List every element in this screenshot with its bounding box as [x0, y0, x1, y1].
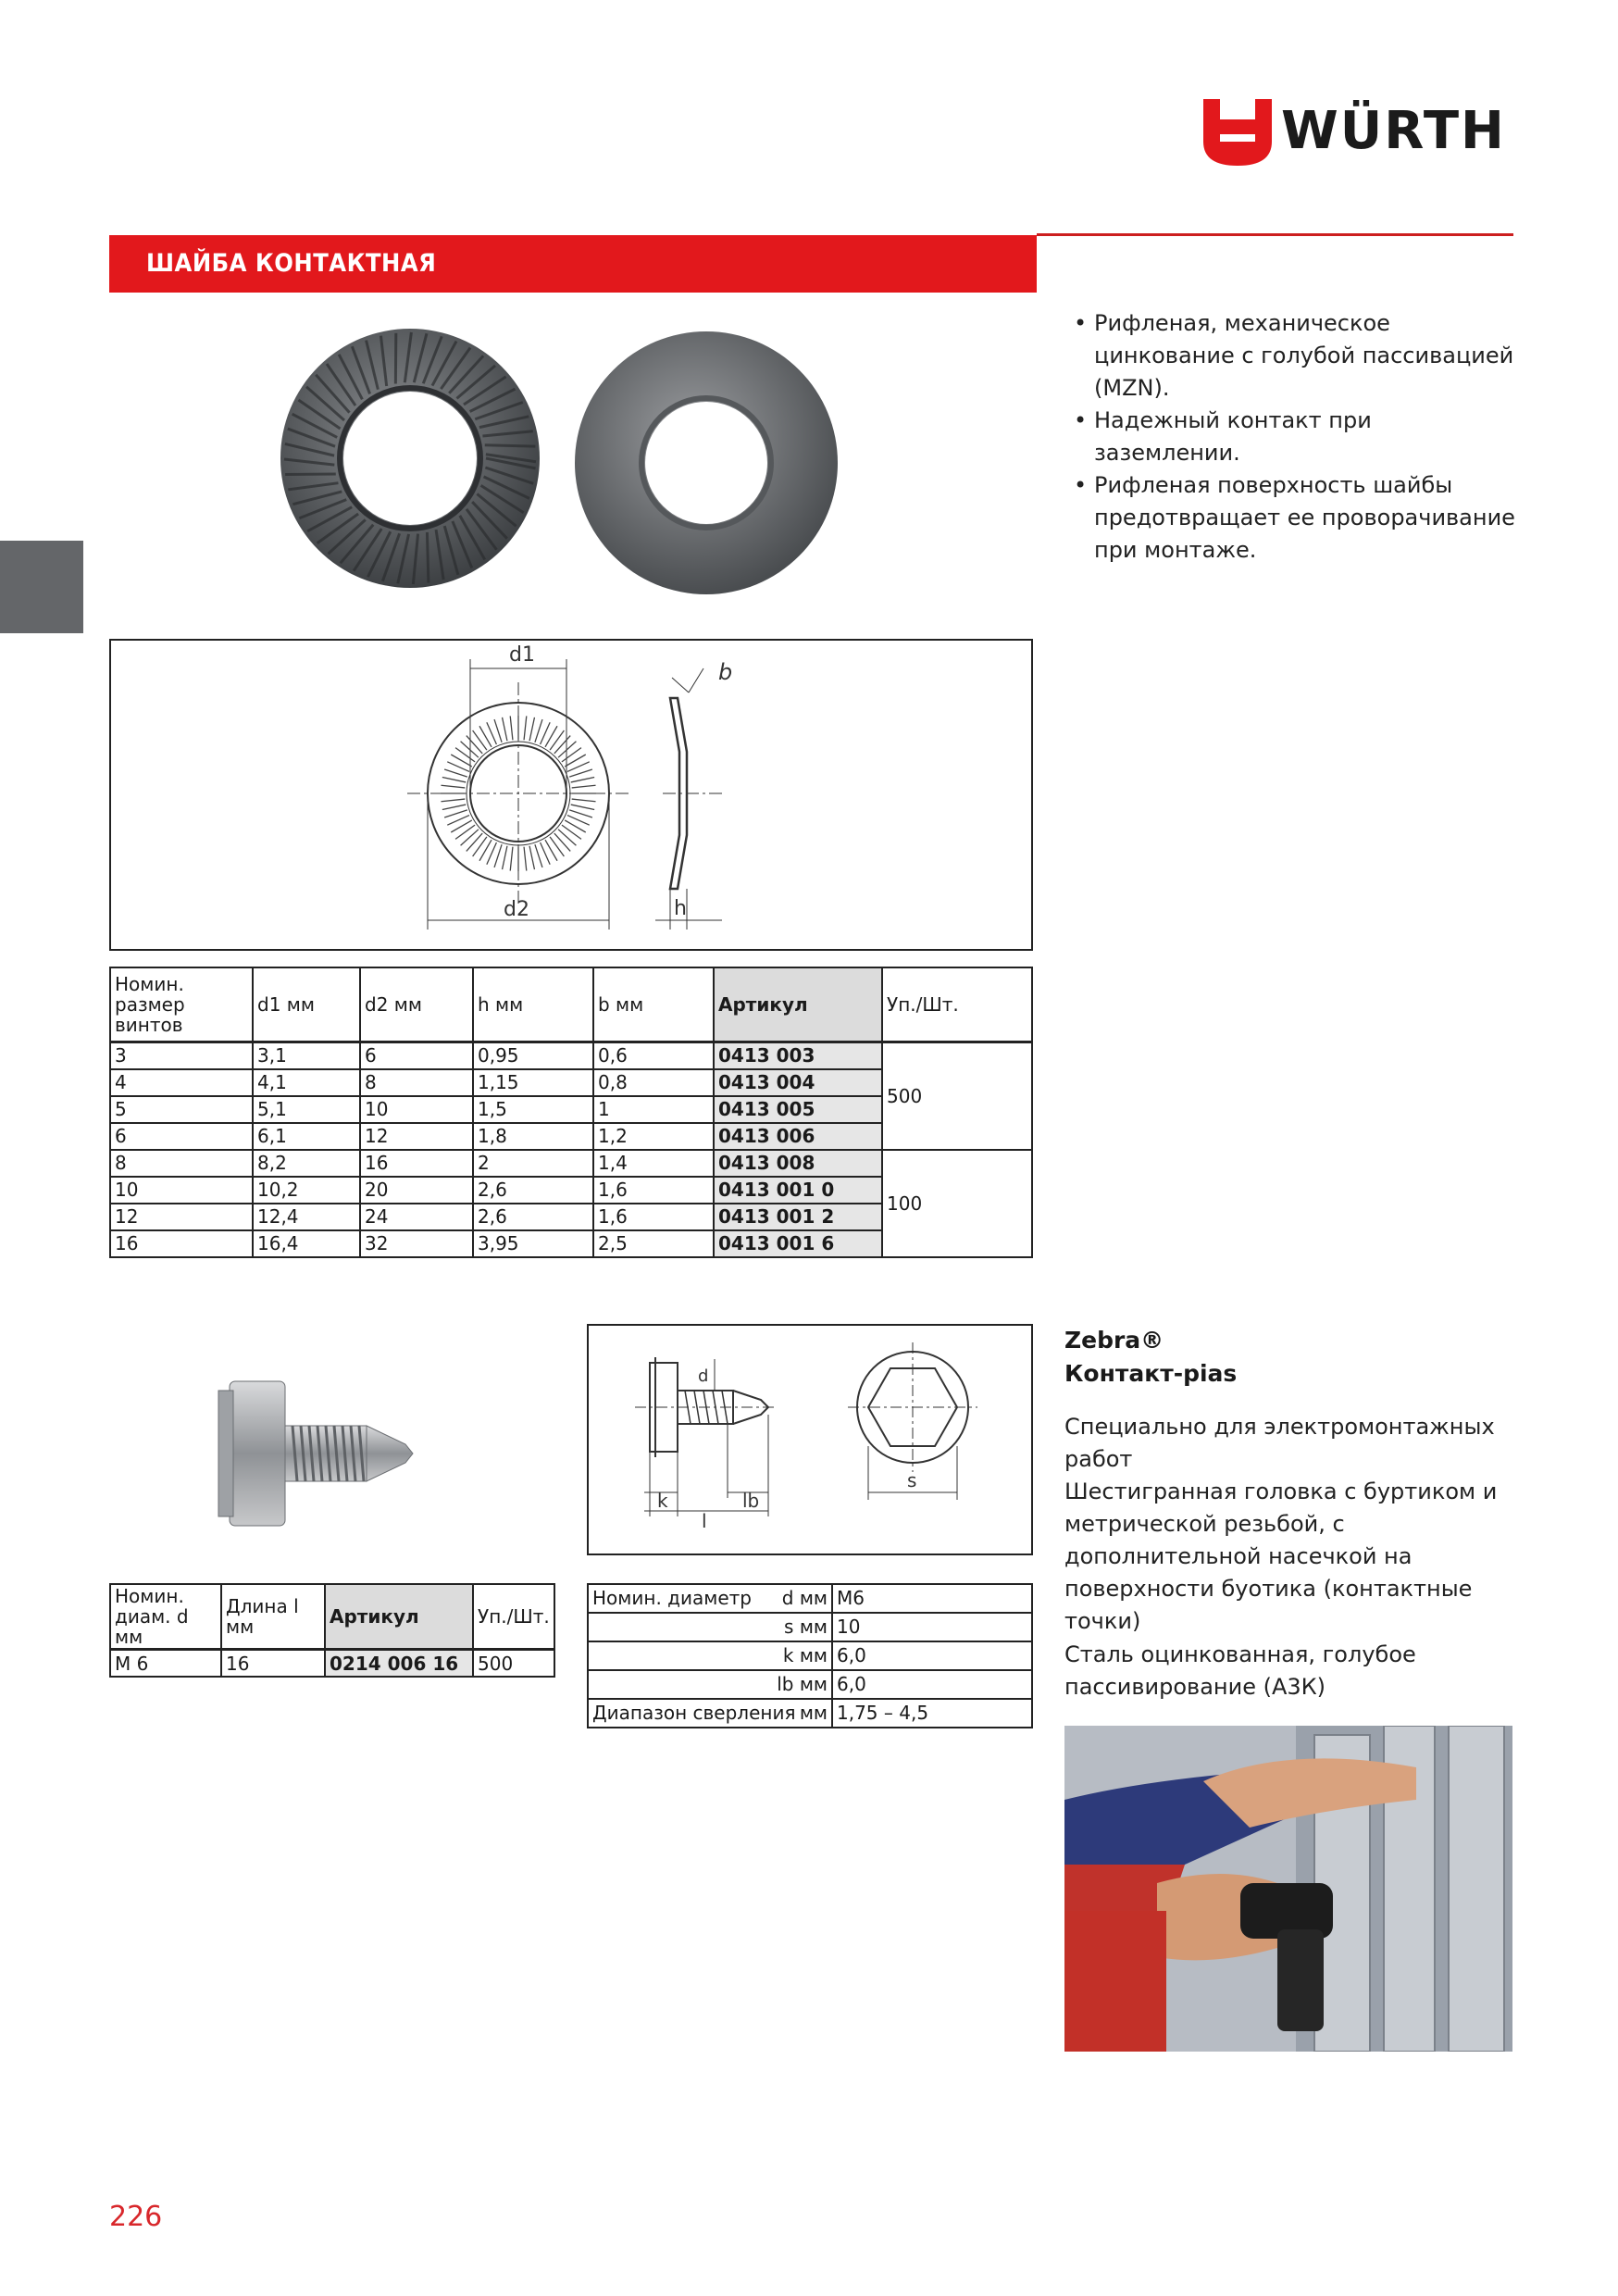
wurth-logo	[1203, 97, 1518, 169]
washer-table	[109, 967, 1033, 1258]
table-cell: 0413 006	[714, 1123, 882, 1150]
feature-item: • Рифленая поверхность шайбы предотвращает ее проворачивание при монтаже.	[1074, 469, 1518, 567]
col-header: Уп./Шт.	[473, 1584, 554, 1650]
spec-label	[588, 1641, 832, 1670]
table-cell: 16	[360, 1150, 473, 1177]
table-cell: 4	[110, 1069, 253, 1096]
table-cell: 8,2	[253, 1150, 360, 1177]
table-cell: 12	[110, 1204, 253, 1230]
table-row	[588, 1613, 1032, 1641]
spec-label-left: Диапазон сверления	[592, 1702, 796, 1724]
table-cell: 8	[110, 1150, 253, 1177]
table-cell: 2,6	[473, 1177, 593, 1204]
description-line: Специально для электромонтажных работ	[1064, 1414, 1495, 1472]
table-cell: 16	[110, 1230, 253, 1257]
material-description: Сталь оцинкованная, голубое пассивирование (А3К)	[1064, 1641, 1416, 1700]
table-cell: 1,8	[473, 1123, 593, 1150]
table-row	[588, 1584, 1032, 1613]
table-cell: М 6	[110, 1650, 221, 1678]
table-cell: 10	[360, 1096, 473, 1123]
table-cell: 6,1	[253, 1123, 360, 1150]
table-cell: 12	[360, 1123, 473, 1150]
table-cell: 2,6	[473, 1204, 593, 1230]
table-cell: 3	[110, 1042, 253, 1070]
feature-list	[1074, 307, 1518, 567]
table-row	[110, 1042, 1032, 1070]
col-header: Уп./Шт.	[882, 967, 1032, 1042]
page-number: 226	[109, 2201, 163, 2233]
table-cell: 6	[360, 1042, 473, 1070]
spec-label-unit: k мм	[782, 1644, 828, 1666]
spec-label	[588, 1584, 832, 1613]
table-cell: 10	[110, 1177, 253, 1204]
spec-label	[588, 1613, 832, 1641]
chapter-tab	[0, 541, 83, 633]
table-row	[588, 1641, 1032, 1670]
spec-label	[588, 1699, 832, 1728]
table-cell: 1,4	[593, 1150, 714, 1177]
spec-table	[587, 1583, 1033, 1728]
table-cell: 0413 004	[714, 1069, 882, 1096]
table-cell: 20	[360, 1177, 473, 1204]
col-header: h мм	[473, 967, 593, 1042]
table-cell: 24	[360, 1204, 473, 1230]
col-header: Артикул	[325, 1584, 473, 1650]
spec-label-unit: d мм	[781, 1587, 828, 1609]
table-cell: 32	[360, 1230, 473, 1257]
table-cell: 0214 006 16	[325, 1650, 473, 1678]
table-cell: 0413 008	[714, 1150, 882, 1177]
screw-photo	[109, 1326, 549, 1571]
table-cell: 6	[110, 1123, 253, 1150]
table-cell: 12,4	[253, 1204, 360, 1230]
product-name: Zebra®	[1064, 1327, 1164, 1354]
washer-photo	[211, 315, 933, 625]
table-cell: 5	[110, 1096, 253, 1123]
description-line: Шестигранная головка с буртиком и метрической резьбой, с дополнительной насечкой на поверхности буотика (контактные точки)	[1064, 1479, 1498, 1634]
table-cell: 16,4	[253, 1230, 360, 1257]
s-label: s	[907, 1469, 917, 1491]
spec-value: 10	[832, 1613, 1032, 1641]
col-header: d1 мм	[253, 967, 360, 1042]
b-label: b	[718, 659, 733, 685]
k-label: k	[657, 1490, 668, 1512]
pack-quantity: 100	[882, 1150, 1032, 1257]
l-label: l	[702, 1510, 707, 1532]
table-cell: 16	[221, 1650, 325, 1678]
spec-label-unit: lb мм	[777, 1673, 828, 1695]
table-cell: 1,6	[593, 1177, 714, 1204]
table-row	[588, 1670, 1032, 1699]
table-cell: 1,5	[473, 1096, 593, 1123]
col-header: Номин. размер винтов	[110, 967, 253, 1042]
table-row	[110, 1650, 554, 1678]
lb-label: lb	[742, 1490, 760, 1512]
col-header: Номин. диам. d мм	[110, 1584, 221, 1650]
table-cell: 3,95	[473, 1230, 593, 1257]
header-rule	[1037, 233, 1513, 236]
table-cell: 1,15	[473, 1069, 593, 1096]
table-cell: 3,1	[253, 1042, 360, 1070]
spec-value: 6,0	[832, 1670, 1032, 1699]
table-cell: 1,2	[593, 1123, 714, 1150]
pack-quantity: 500	[882, 1042, 1032, 1151]
washer-drawing	[109, 639, 1033, 951]
table-cell: 10,2	[253, 1177, 360, 1204]
product-title	[1064, 1324, 1237, 1391]
spec-value: 1,75 – 4,5	[832, 1699, 1032, 1728]
product-subtitle: Контакт-pias	[1064, 1360, 1238, 1387]
table-cell: 0,6	[593, 1042, 714, 1070]
col-header: Артикул	[714, 967, 882, 1042]
table-cell: 8	[360, 1069, 473, 1096]
spec-label-unit: s мм	[784, 1616, 828, 1638]
installation-photo	[1064, 1726, 1512, 2052]
wurth-logo-mark-icon	[1203, 99, 1272, 166]
brand-name: WÜRTH	[1281, 101, 1506, 161]
product-description	[1064, 1411, 1518, 1638]
table-cell: 1	[593, 1096, 714, 1123]
feature-item: • Надежный контакт при заземлении.	[1074, 405, 1518, 469]
table-cell: 0413 001 0	[714, 1177, 882, 1204]
table-cell: 4,1	[253, 1069, 360, 1096]
table-cell: 0413 001 2	[714, 1204, 882, 1230]
table-row	[110, 1150, 1032, 1177]
screw-table	[109, 1583, 555, 1678]
spec-value: M6	[832, 1584, 1032, 1613]
spec-label	[588, 1670, 832, 1699]
table-cell: 500	[473, 1650, 554, 1678]
screw-drawing	[587, 1324, 1033, 1555]
spec-label-unit: мм	[799, 1702, 828, 1724]
col-header: b мм	[593, 967, 714, 1042]
col-header: Длина l мм	[221, 1584, 325, 1650]
h-label: h	[674, 897, 687, 920]
table-row	[588, 1699, 1032, 1728]
d1-label: d1	[509, 643, 535, 667]
col-header: d2 мм	[360, 967, 473, 1042]
section-title: ШАЙБА КОНТАКТНАЯ	[146, 249, 437, 278]
table-cell: 0,8	[593, 1069, 714, 1096]
table-cell: 5,1	[253, 1096, 360, 1123]
spec-value: 6,0	[832, 1641, 1032, 1670]
spec-label-left: Номин. диаметр	[592, 1587, 752, 1609]
table-cell: 0413 005	[714, 1096, 882, 1123]
section-banner	[109, 235, 1037, 293]
feature-item: • Рифленая, механическое цинкование с голубой пассивацией (MZN).	[1074, 307, 1518, 405]
table-cell: 0413 001 6	[714, 1230, 882, 1257]
d2-label: d2	[504, 898, 529, 921]
table-cell: 0,95	[473, 1042, 593, 1070]
d-label: d	[698, 1366, 709, 1386]
table-cell: 0413 003	[714, 1042, 882, 1070]
table-cell: 1,6	[593, 1204, 714, 1230]
table-cell: 2	[473, 1150, 593, 1177]
table-cell: 2,5	[593, 1230, 714, 1257]
